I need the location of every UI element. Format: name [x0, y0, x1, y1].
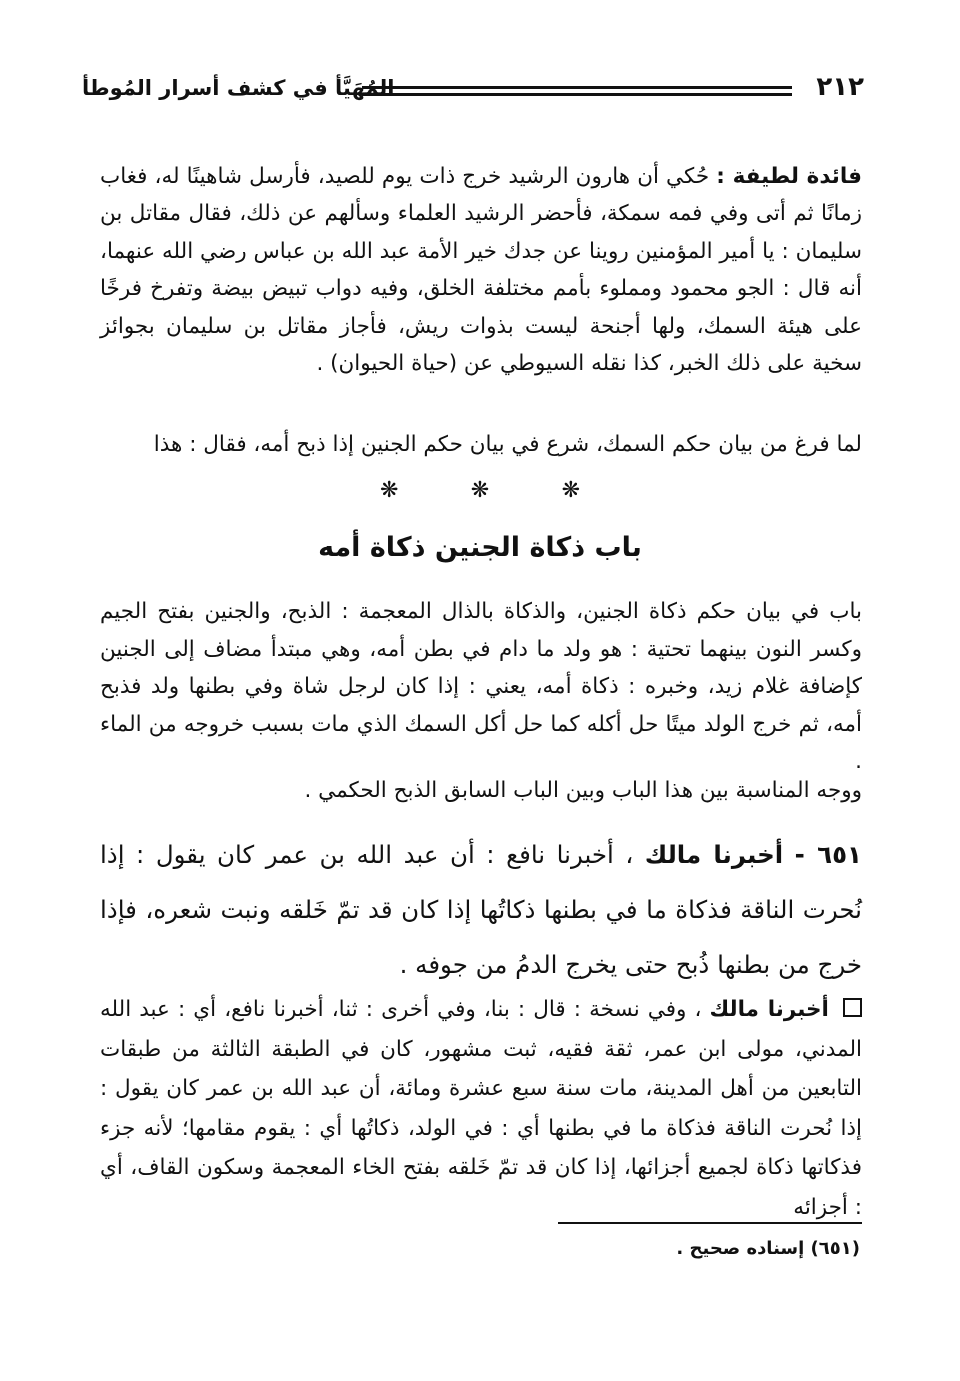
benefit-paragraph: [100, 158, 862, 382]
separator-star-icon: ❋: [470, 478, 490, 503]
header-double-rule: [362, 86, 792, 96]
footnote: (٦٥١) إسناده صحيح .: [676, 1238, 860, 1259]
separator-star-icon: ❋: [380, 478, 399, 503]
separator-star-icon: ❋: [561, 478, 580, 503]
benefit-text: حُكي أن هارون الرشيد خرج ذات يوم للصيد، فأرسل شاهينًا له، فغاب زمانًا ثم أتى وفي فمه سمكة، فأحضر الرشيد العلماء وسألهم عن ذلك، فقال مقاتل بن سليمان : يا أمير المؤمنين روينا عن جدك خير الأمة عبد الله بن عباس رضي الله عنهما، أنه قال : الجو محمود ومملوء بأمم مختلفة الخلق، وفيه دواب تبيض بيضة وتفرخ فرخًا على هيئة السمك، ولها أجنحة ليست بذوات ريش، فأجاز مقاتل بن سليمان بجوائز سخية على ذلك الخبر، كذا نقله السيوطي عن (حياة الحيوان) .: [100, 164, 862, 377]
benefit-label: فائدة لطيفة :: [716, 164, 862, 189]
hadith-number: ٦٥١ -: [794, 840, 862, 869]
page-number: ٢١٢: [816, 72, 864, 102]
commentary-text: ، وفي نسخة : قال : بنا، وفي أخرى : ثنا، أخبرنا نافع، أي : عبد الله المدني، مولى ابن عمر، ثقة فقيه، ثبت مشهور، كان في الطبقة الثالثة من طبقات التابعين من أهل المدينة، مات سنة سبع عشرة ومائة، أن عبد الله بن عمر كان يقول : إذا نُحرت الناقة فذكاة ما في بطنها أي : في الولد، ذكاتُها أي : يقوم مقامها؛ لأنه جزء فذكاتها ذكاة لجميع أجزائها، إذا كان قد تمّ خَلقه بفتح الخاء المعجمة وسكون القاف، أي : أجزائه: [100, 997, 862, 1220]
relevance-paragraph: ووجه المناسبة بين هذا الباب وبين الباب السابق الذبح الحكمي .: [304, 778, 862, 803]
box-icon: [843, 998, 862, 1017]
hadith-lead: أخبرنا مالك: [644, 840, 784, 869]
hadith-text: ، أخبرنا نافع : أن عبد الله بن عمر كان يقول : إذا نُحرت الناقة فذكاة ما في بطنها ذكاتُها إذا كان قد تمّ خَلقه ونبت شعره، فإذا خرج من بطنها ذُبح حتى يخرج الدمُ من جوفه .: [100, 840, 862, 979]
footnote-rule: [558, 1222, 862, 1224]
page-header: [82, 70, 864, 114]
chapter-title: باب ذكاة الجنين ذكاة أمه: [318, 532, 642, 563]
chapter-intro-paragraph: باب في بيان حكم ذكاة الجنين، والذكاة بالذال المعجمة : الذبح، والجنين بفتح الجيم وكسر النون بينهما تحتية : هو ولد ما دام في بطن أمه، وهي مبتدأ مضاف إلى الجنين كإضافة غلام زيد، وخبره : ذكاة أمه، يعني : إذا كان لرجل شاة وفي بطنها ولد فذبح أمه، ثم خرج الولد ميتًا حل أكله كما حل أكل السمك الذي مات بسبب خروجه من الماء .: [100, 599, 862, 775]
hadith-paragraph: [100, 827, 862, 992]
commentary-lead: أخبرنا مالك: [709, 997, 829, 1022]
commentary-paragraph: [100, 990, 862, 1228]
transition-paragraph: لما فرغ من بيان حكم السمك، شرع في بيان حكم الجنين إذا ذبح أمه، فقال : هذا: [153, 432, 862, 457]
section-separator: [380, 478, 580, 503]
book-title: المُهَيَّأ في كشف أسرار المُوطأ: [82, 76, 395, 100]
